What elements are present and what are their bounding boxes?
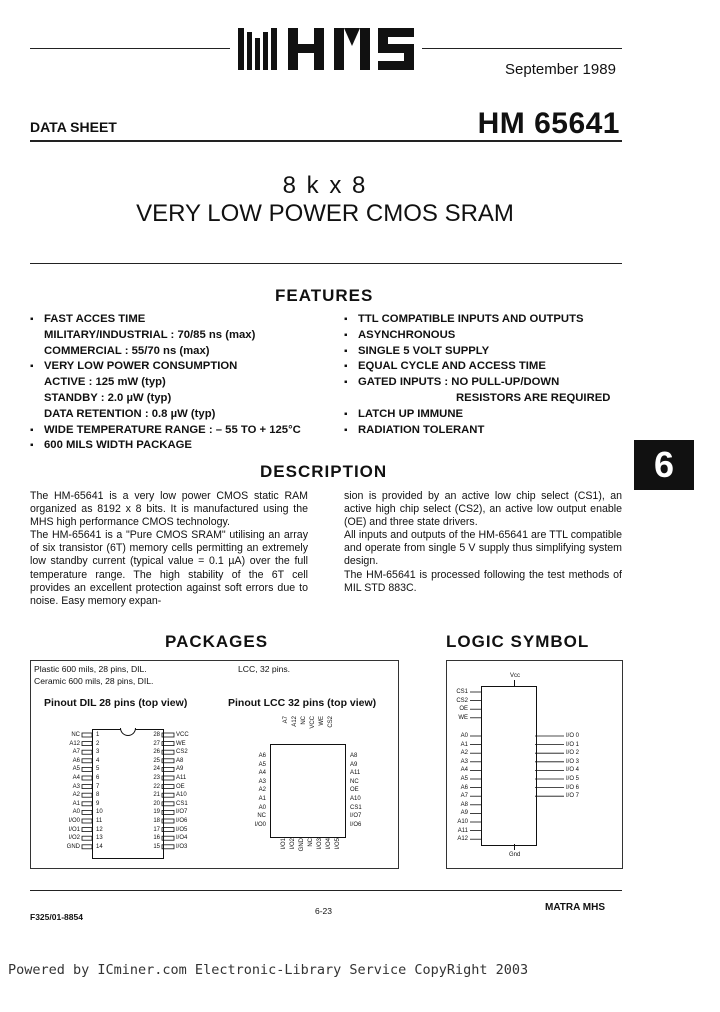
- dil-pin-label: NC: [71, 732, 80, 738]
- part-number: HM 65641: [477, 107, 620, 140]
- logic-input-label: A3: [460, 758, 468, 765]
- logic-control-label: OE: [459, 706, 468, 713]
- feature-item: [30, 359, 301, 422]
- header-rule-right: [422, 48, 622, 49]
- feature-text: 600 MILS WIDTH PACKAGE: [44, 439, 192, 452]
- dil-pin-label: A11: [176, 774, 187, 781]
- feature-item: [344, 328, 610, 344]
- logic-input-label: A0: [460, 733, 468, 739]
- feature-item: [344, 407, 610, 423]
- dil-pin-number: 12: [96, 826, 103, 833]
- dil-pin-number: 4: [96, 757, 100, 764]
- dil-pin-label: A6: [72, 757, 80, 764]
- dil-pin-lead: [162, 845, 174, 849]
- feature-item: [30, 312, 301, 359]
- lcc-pin-label: I/O6: [350, 821, 362, 828]
- data-sheet-label: DATA SHEET: [30, 119, 117, 135]
- logic-address-inputs: [450, 732, 468, 844]
- dil-pin-label: WE: [176, 740, 186, 747]
- logic-input-label: A12: [457, 836, 468, 843]
- package-ceramic: Ceramic 600 mils, 28 pins, DIL.: [34, 676, 154, 686]
- feature-item: [344, 312, 610, 328]
- description-right-column: [344, 490, 622, 595]
- feature-item: [344, 375, 610, 407]
- title-line-2: VERY LOW POWER CMOS SRAM: [136, 200, 514, 227]
- dil-pin-label: A7: [72, 749, 80, 756]
- dil-pin-number: 20: [153, 800, 160, 807]
- feature-subitem: DATA RETENTION : 0.8 µW (typ): [44, 407, 216, 420]
- lcc-pin-label: A2: [258, 787, 266, 794]
- description-paragraph: The HM-65641 is processed following the test methods of MIL STD 883C.: [344, 568, 622, 594]
- dil-pin-lead: [162, 785, 174, 789]
- dil-pin-label: A0: [72, 809, 80, 816]
- dil-pin-label: I/O6: [176, 817, 188, 824]
- lcc-pin-label: I/O7: [350, 813, 362, 820]
- dil-pin-number: 18: [153, 817, 160, 824]
- dil-pin-label: A9: [176, 766, 184, 773]
- description-paragraph: The HM-65641 is a "Pure CMOS SRAM" utilising an array of six transistor (6T) memory cells permitting an extremely low standby current (typical value = 0.1 µA) over the full temperature range. The high stability of the 6T cell provides an excellent protection against soft errors due to noise. Easy memory expan-: [30, 529, 308, 607]
- dil-pin-leads: [80, 731, 190, 853]
- logic-output-label: I/O 5: [566, 775, 580, 782]
- dil-pin-lead: [82, 802, 92, 806]
- feature-item: [344, 359, 610, 375]
- logic-input-label: A1: [460, 741, 468, 748]
- feature-text: SINGLE 5 VOLT SUPPLY: [358, 344, 490, 357]
- features-right-list: [344, 312, 610, 438]
- lcc-pin-label: NC: [301, 716, 307, 725]
- dil-pin-label: OE: [176, 783, 185, 790]
- logic-input-label: A5: [460, 775, 468, 782]
- mhs-logo: [238, 26, 416, 74]
- dil-pin-lead: [162, 733, 174, 737]
- logic-input-label: A10: [457, 818, 468, 825]
- description-paragraph: The HM-65641 is a very low power CMOS static RAM organized as 8192 x 8 bits. It is manufactured using the MHS high performance CMOS technology.: [30, 490, 308, 529]
- dil-pin-lead: [162, 810, 174, 814]
- watermark-text: Powered by ICminer.com Electronic-Library Service CopyRight 2003: [8, 962, 529, 978]
- lcc-pin-label: A0: [258, 804, 266, 811]
- dil-pin-number: 25: [153, 757, 160, 764]
- dil-pin-label: A3: [72, 783, 80, 790]
- dil-pin-number: 1: [96, 732, 100, 738]
- feature-text: GATED INPUTS : NO PULL-UP/DOWN: [358, 376, 560, 389]
- dil-pin-lead: [162, 750, 174, 754]
- title-line-1: 8 k x 8: [282, 172, 368, 199]
- dil-pin-number: 16: [153, 835, 160, 842]
- lcc-pin-label: A7: [283, 716, 289, 724]
- feature-text: TTL COMPATIBLE INPUTS AND OUTPUTS: [358, 313, 584, 325]
- logic-control-label: CS1: [456, 689, 468, 695]
- dil-pin-lead: [82, 785, 92, 789]
- dil-pin-lead: [162, 759, 174, 763]
- dil-pin-label: A1: [72, 800, 80, 807]
- dil-pin-label: I/O1: [68, 826, 80, 833]
- dil-pin-lead: [82, 767, 92, 771]
- lcc-pin-label: I/O0: [254, 821, 266, 828]
- features-left-list: [30, 312, 301, 454]
- dil-pin-label: I/O2: [68, 835, 80, 842]
- logic-control-label: CS2: [456, 697, 468, 704]
- logic-output-label: I/O 3: [566, 758, 580, 765]
- lcc-pin-label: A4: [258, 770, 266, 777]
- dil-pin-lead: [162, 776, 174, 780]
- package-lcc: LCC, 32 pins.: [238, 664, 291, 674]
- lcc-left-pins: [240, 752, 266, 829]
- logic-control-inputs: [450, 688, 468, 722]
- logic-control-label: WE: [458, 714, 468, 721]
- lcc-pin-label: OE: [350, 787, 359, 794]
- lcc-pin-label: A8: [350, 753, 358, 759]
- dil-pin-lead: [82, 759, 92, 763]
- logic-input-label: A6: [460, 784, 468, 791]
- dil-pin-number: 7: [96, 783, 100, 790]
- lcc-pin-label: NC: [308, 838, 314, 847]
- gnd-label: Gnd: [509, 852, 521, 858]
- section-tab: 6: [634, 440, 694, 490]
- features-heading: FEATURES: [275, 286, 374, 305]
- dil-pin-label: I/O4: [176, 835, 188, 842]
- logic-input-label: A9: [460, 810, 468, 817]
- dil-pin-lead: [162, 836, 174, 840]
- dil-pin-number: 14: [96, 843, 103, 850]
- lcc-pin-label: A9: [350, 761, 358, 768]
- feature-subitem: ACTIVE : 125 mW (typ): [44, 376, 166, 389]
- description-paragraph: All inputs and outputs of the HM-65641 are TTL compatible and operate from single 5 V supply thus simplifying system design.: [344, 529, 622, 568]
- feature-text: LATCH UP IMMUNE: [358, 407, 464, 420]
- dil-pin-lead: [82, 836, 92, 840]
- lcc-pin-label: VCC: [310, 716, 316, 729]
- lcc-pin-label: I/O1: [281, 838, 287, 850]
- logic-input-label: A11: [457, 827, 468, 834]
- description-left-column: [30, 490, 308, 608]
- feature-item: [30, 423, 301, 439]
- dil-pin-label: CS2: [176, 749, 188, 756]
- lcc-pin-label: A5: [258, 761, 266, 768]
- footer-code: F325/01-8854: [30, 912, 83, 922]
- feature-subitem: STANDBY : 2.0 µW (typ): [44, 391, 172, 404]
- dil-left-pins: [34, 731, 80, 851]
- dil-pin-number: 22: [153, 783, 160, 790]
- dil-pin-lead: [162, 819, 174, 823]
- feature-subitem: MILITARY/INDUSTRIAL : 70/85 ns (max): [44, 328, 256, 341]
- dil-pin-number: 19: [153, 809, 160, 816]
- document-date: September 1989: [505, 61, 616, 78]
- lcc-pin-label: NC: [257, 813, 266, 820]
- lcc-pin-label: I/O2: [290, 838, 296, 850]
- feature-text: WIDE TEMPERATURE RANGE : – 55 TO + 125°C: [44, 423, 301, 436]
- dil-pin-number: 8: [96, 792, 100, 799]
- dil-pin-lead: [162, 793, 174, 797]
- lcc-pin-label: CS2: [328, 716, 334, 728]
- dil-pin-number: 11: [96, 817, 103, 824]
- title-rule-top: [30, 140, 622, 142]
- description-paragraph: sion is provided by an active low chip select (CS1), an active high chip select (CS2), an active low output enable (OE) and three state drivers.: [344, 490, 622, 529]
- lcc-chip-body: [270, 744, 346, 838]
- lcc-right-pins: [350, 752, 376, 829]
- footer-brand: MATRA MHS: [545, 902, 605, 913]
- dil-pin-number: 21: [153, 792, 160, 799]
- lcc-pin-label: A6: [258, 753, 266, 759]
- feature-text: EQUAL CYCLE AND ACCESS TIME: [358, 360, 546, 373]
- dil-pin-number: 6: [96, 774, 100, 781]
- dil-pin-lead: [82, 819, 92, 823]
- header-rule-left: [30, 48, 230, 49]
- dil-pin-number: 17: [153, 826, 160, 833]
- dil-pin-lead: [82, 845, 92, 849]
- dil-pin-number: 13: [96, 835, 103, 842]
- logic-output-label: I/O 7: [566, 793, 580, 800]
- logic-output-label: I/O 1: [566, 741, 580, 748]
- description-heading: DESCRIPTION: [260, 462, 388, 481]
- lcc-pin-label: A12: [292, 716, 298, 727]
- lcc-pin-label: A11: [350, 770, 361, 777]
- dil-pin-lead: [82, 742, 92, 746]
- lcc-pin-label: I/O3: [317, 838, 323, 850]
- feature-item: [344, 423, 610, 439]
- feature-subitem: RESISTORS ARE REQUIRED: [456, 391, 611, 404]
- dil-pin-number: 2: [96, 740, 100, 747]
- dil-pinout-title: Pinout DIL 28 pins (top view): [44, 697, 188, 709]
- dil-pin-label: VCC: [176, 732, 189, 738]
- dil-pin-number: 9: [96, 800, 100, 807]
- lcc-pin-label: CS1: [350, 804, 362, 811]
- footer-rule: [30, 890, 622, 891]
- dil-pin-lead: [82, 776, 92, 780]
- dil-pin-number: 23: [153, 774, 160, 781]
- vcc-line: [514, 680, 515, 686]
- lcc-pin-label: I/O4: [326, 838, 332, 850]
- logic-leads: [468, 688, 568, 848]
- lcc-pinout-title: Pinout LCC 32 pins (top view): [228, 697, 377, 709]
- dil-pin-lead: [82, 733, 92, 737]
- lcc-pin-label: NC: [350, 778, 359, 785]
- dil-pin-label: A5: [72, 766, 80, 773]
- logic-output-label: I/O 4: [566, 767, 580, 774]
- page-number: 6-23: [315, 906, 333, 916]
- package-plastic: Plastic 600 mils, 28 pins, DIL.: [34, 664, 147, 674]
- logic-output-label: I/O 2: [566, 750, 580, 757]
- dil-pin-number: 24: [153, 766, 160, 773]
- dil-pin-label: I/O0: [68, 817, 80, 824]
- dil-pin-number: 10: [96, 809, 103, 816]
- feature-subitem: COMMERCIAL : 55/70 ns (max): [44, 344, 210, 357]
- vcc-label: Vcc: [510, 673, 521, 679]
- dil-pin-label: GND: [66, 843, 80, 850]
- lcc-pin-label: A1: [258, 795, 266, 802]
- dil-pin-label: A8: [176, 757, 184, 764]
- logic-input-label: A8: [460, 801, 468, 808]
- lcc-pin-label: A3: [258, 778, 266, 785]
- dil-pin-label: A12: [69, 740, 80, 747]
- dil-pin-number: 26: [153, 749, 160, 756]
- dil-pin-label: A2: [72, 792, 80, 799]
- dil-pin-lead: [82, 828, 92, 832]
- dil-pin-lead: [162, 802, 174, 806]
- dil-pin-lead: [82, 793, 92, 797]
- dil-pin-number: 15: [153, 843, 160, 850]
- feature-text: FAST ACCES TIME: [44, 313, 146, 325]
- title-rule-bottom: [30, 263, 622, 264]
- dil-pin-label: I/O7: [176, 809, 188, 816]
- dil-pin-number: 27: [153, 740, 160, 747]
- feature-text: RADIATION TOLERANT: [358, 423, 485, 436]
- logic-input-label: A4: [460, 767, 468, 774]
- feature-item: [344, 344, 610, 360]
- dil-pin-lead: [162, 767, 174, 771]
- logic-symbol-heading: LOGIC SYMBOL: [446, 632, 590, 651]
- lcc-pin-label: GND: [299, 838, 305, 852]
- dil-pin-label: I/O3: [176, 843, 188, 850]
- dil-pin-number: 5: [96, 766, 100, 773]
- logo-brand-text: MHS: [238, 26, 241, 27]
- dil-pin-number: 28: [153, 732, 160, 738]
- lcc-pin-label: WE: [319, 716, 325, 726]
- lcc-pin-label: A10: [350, 795, 361, 802]
- logic-output-label: I/O 0: [566, 733, 580, 739]
- logic-input-label: A2: [460, 750, 468, 757]
- logic-output-label: I/O 6: [566, 784, 580, 791]
- feature-text: ASYNCHRONOUS: [358, 328, 456, 341]
- feature-item: [30, 438, 301, 454]
- feature-text: VERY LOW POWER CONSUMPTION: [44, 360, 238, 373]
- dil-pin-label: A4: [72, 774, 80, 781]
- packages-heading: PACKAGES: [165, 632, 269, 651]
- logic-input-label: A7: [460, 793, 468, 800]
- dil-pin-lead: [162, 742, 174, 746]
- lcc-pin-label: I/O5: [335, 838, 341, 850]
- dil-pin-lead: [162, 828, 174, 832]
- dil-pin-number: 3: [96, 749, 100, 756]
- dil-pin-label: CS1: [176, 800, 188, 807]
- dil-pin-label: I/O5: [176, 826, 188, 833]
- dil-pin-lead: [82, 810, 92, 814]
- dil-pin-label: A10: [176, 792, 187, 799]
- dil-pin-lead: [82, 750, 92, 754]
